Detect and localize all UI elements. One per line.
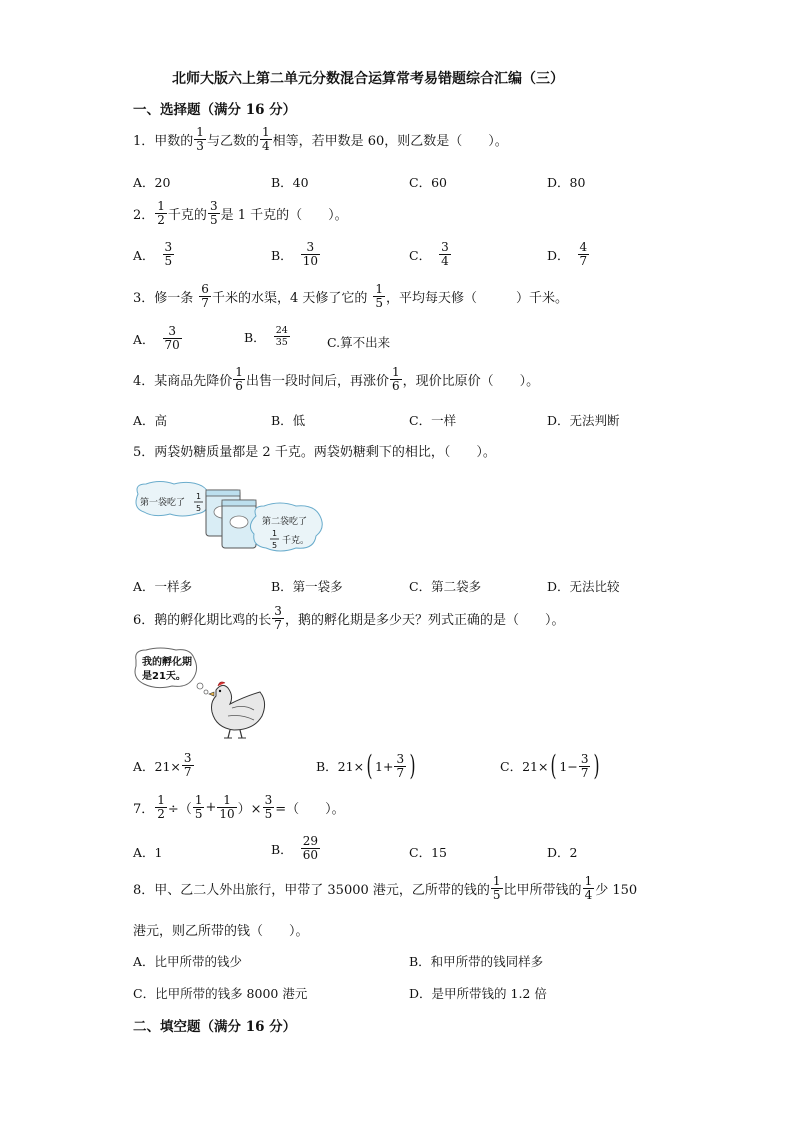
question-2 <box>133 200 348 227</box>
question-number: 2． <box>133 208 155 223</box>
fraction: $\frac{1}{2}$ <box>157 199 165 227</box>
fraction: $\frac{1}{5}$ <box>492 874 501 902</box>
fraction: $\frac{1}{4}$ <box>584 874 593 902</box>
fraction: $\frac{1}{5}$ <box>375 282 383 310</box>
option-b[interactable]: B．21× ( 1+ $\frac{3}{7}$ ) <box>316 749 416 782</box>
fraction: $\frac{24}{35}$ <box>275 325 288 348</box>
section-heading-choice: 一、选择题（满分 16 分） <box>133 102 297 118</box>
option-c[interactable]: C．60 <box>409 175 447 190</box>
fraction: $\frac{1}{3}$ <box>196 125 204 153</box>
question-text: 相等，若甲数是 60，则乙数是（ ）。 <box>272 134 508 149</box>
option-a[interactable]: A．21× $\frac{3}{7}$ <box>133 751 192 779</box>
fraction: $\frac{3}{7}$ <box>396 751 405 780</box>
question-text: 少 150 <box>595 883 638 898</box>
bubble-fraction-denominator: 5 <box>196 504 202 513</box>
option-c[interactable]: C．一样 <box>409 413 457 428</box>
option-b[interactable]: B．和甲所带的钱同样多 <box>409 954 544 969</box>
question-3 <box>133 283 568 310</box>
fraction: $\frac{3}{7}$ <box>274 604 282 632</box>
question-text: ，现价比原价（ ）。 <box>402 374 540 389</box>
question-text: 甲数的 <box>154 134 194 149</box>
question-text: 某商品先降价 <box>154 374 233 389</box>
question-number: 7． <box>133 802 155 817</box>
fraction: $\frac{3}{10}$ <box>302 240 318 268</box>
option-a[interactable]: A．比甲所带的钱少 <box>133 954 243 969</box>
fraction: $\frac{3}{5}$ <box>264 793 273 821</box>
question-text: ，鹅的孵化期是多少天？列式正确的是（ ）。 <box>284 613 565 628</box>
option-c[interactable]: C．比甲所带的钱多 8000 港元 <box>133 986 308 1001</box>
option-d[interactable]: D． $\frac{4}{7}$ <box>547 240 588 268</box>
option-d[interactable]: D．2 <box>547 845 578 860</box>
hen-icon <box>209 682 265 738</box>
question-6 <box>133 605 564 632</box>
fraction: $\frac{3}{5}$ <box>164 240 173 268</box>
question-text: 是 1 千克的（ ）。 <box>220 208 348 223</box>
question-5 <box>133 441 496 460</box>
question-text: 出售一段时间后，再涨价 <box>245 374 389 389</box>
fraction: $\frac{3}{7}$ <box>183 751 192 779</box>
question-text: 修一条 <box>154 291 194 306</box>
option-b[interactable]: B．低 <box>271 413 306 428</box>
question-number: 6． <box>133 613 155 628</box>
bubble-text: 我的孵化期 <box>142 657 192 668</box>
option-c[interactable]: C.算不出来 <box>327 335 391 350</box>
option-d[interactable]: D．是甲所带钱的 1.2 倍 <box>409 986 547 1001</box>
page-title: 北师大版六上第二单元分数混合运算常考易错题综合汇编（三） <box>172 71 564 87</box>
question-8-line-2: 港元，则乙所带的钱（ ）。 <box>133 924 309 939</box>
question-text: ）× <box>237 802 262 817</box>
fraction: $\frac{3}{5}$ <box>209 199 218 227</box>
option-c[interactable]: C．15 <box>409 845 447 860</box>
option-b[interactable]: B． $\frac{29}{60}$ <box>271 834 318 862</box>
option-d[interactable]: D．无法比较 <box>547 579 620 594</box>
question-text: ，平均每天修（ ）千米。 <box>385 291 568 306</box>
fraction: $\frac{1}{2}$ <box>157 793 165 821</box>
bubble-text: 千克。 <box>282 536 310 546</box>
fraction: $\frac{1}{4}$ <box>261 125 270 153</box>
option-a[interactable]: A．1 <box>133 845 163 860</box>
option-a[interactable]: A．高 <box>133 413 168 428</box>
section-heading-fill: 二、填空题（满分 16 分） <box>133 1019 297 1035</box>
bubble-text: 第二袋吃了 <box>262 517 308 527</box>
option-b[interactable]: B． $\frac{3}{10}$ <box>271 240 318 268</box>
fraction: $\frac{3}{70}$ <box>164 324 180 352</box>
fraction: $\frac{1}{6}$ <box>235 365 243 393</box>
question-1 <box>133 126 508 153</box>
question-text: =（ ）。 <box>275 802 345 817</box>
option-d[interactable]: D．80 <box>547 175 586 190</box>
fraction: $\frac{29}{60}$ <box>302 834 318 862</box>
option-d[interactable]: D．无法判断 <box>547 413 620 428</box>
question-7 <box>133 794 345 821</box>
question-text: + <box>205 800 217 815</box>
question-4 <box>133 366 539 393</box>
option-a[interactable]: A．20 <box>133 175 171 190</box>
option-b[interactable]: B．40 <box>271 175 309 190</box>
question-text: ÷（ <box>167 802 192 817</box>
question-text: 甲、乙二人外出旅行，甲带了 35000 港元，乙所带的钱的 <box>154 883 490 898</box>
bubble-text: 是21天。 <box>142 671 186 682</box>
question-number: 5． <box>133 445 155 460</box>
option-a[interactable]: A． $\frac{3}{70}$ <box>133 324 180 352</box>
question-number: 8． <box>133 883 155 898</box>
question-text: 比甲所带钱的 <box>503 883 582 898</box>
question-number: 3． <box>133 291 155 306</box>
option-c[interactable]: C． $\frac{3}{4}$ <box>409 240 449 268</box>
option-c[interactable]: C．第二袋多 <box>409 579 482 594</box>
bubble-fraction-numerator: 1 <box>196 492 202 501</box>
option-b[interactable]: B．第一袋多 <box>271 579 343 594</box>
option-a[interactable]: A． $\frac{3}{5}$ <box>133 240 173 268</box>
bubble-fraction-denominator: 5 <box>272 541 278 550</box>
question-number: 4． <box>133 374 155 389</box>
fraction: $\frac{1}{5}$ <box>194 793 203 821</box>
question-text: 千米的水渠，4 天修了它的 <box>211 291 368 306</box>
option-a[interactable]: A．一样多 <box>133 579 193 594</box>
fraction: $\frac{3}{4}$ <box>441 240 449 268</box>
option-b[interactable]: B． $\frac{24}{35}$ <box>244 325 288 348</box>
fraction: $\frac{4}{7}$ <box>579 240 588 268</box>
bubble-text: 第一袋吃了 <box>140 498 186 508</box>
question-text: 与乙数的 <box>206 134 259 149</box>
fraction: $\frac{3}{7}$ <box>580 751 589 780</box>
fraction: $\frac{6}{7}$ <box>201 282 209 310</box>
option-c[interactable]: C．21× ( 1− $\frac{3}{7}$ ) <box>500 749 600 782</box>
question-text: 鹅的孵化期比鸡的长 <box>154 613 272 628</box>
fraction: $\frac{1}{10}$ <box>219 793 235 821</box>
question-8 <box>133 875 637 902</box>
bubble-fraction-numerator: 1 <box>272 529 278 538</box>
question-number: 1． <box>133 134 155 149</box>
candy-bags-illustration <box>130 478 325 558</box>
fraction: $\frac{1}{6}$ <box>391 365 400 393</box>
question-text: 两袋奶糖质量都是 2 千克。两袋奶糖剩下的相比，（ ）。 <box>154 445 496 460</box>
question-text: 千克的 <box>167 208 207 223</box>
hen-illustration <box>130 646 270 742</box>
